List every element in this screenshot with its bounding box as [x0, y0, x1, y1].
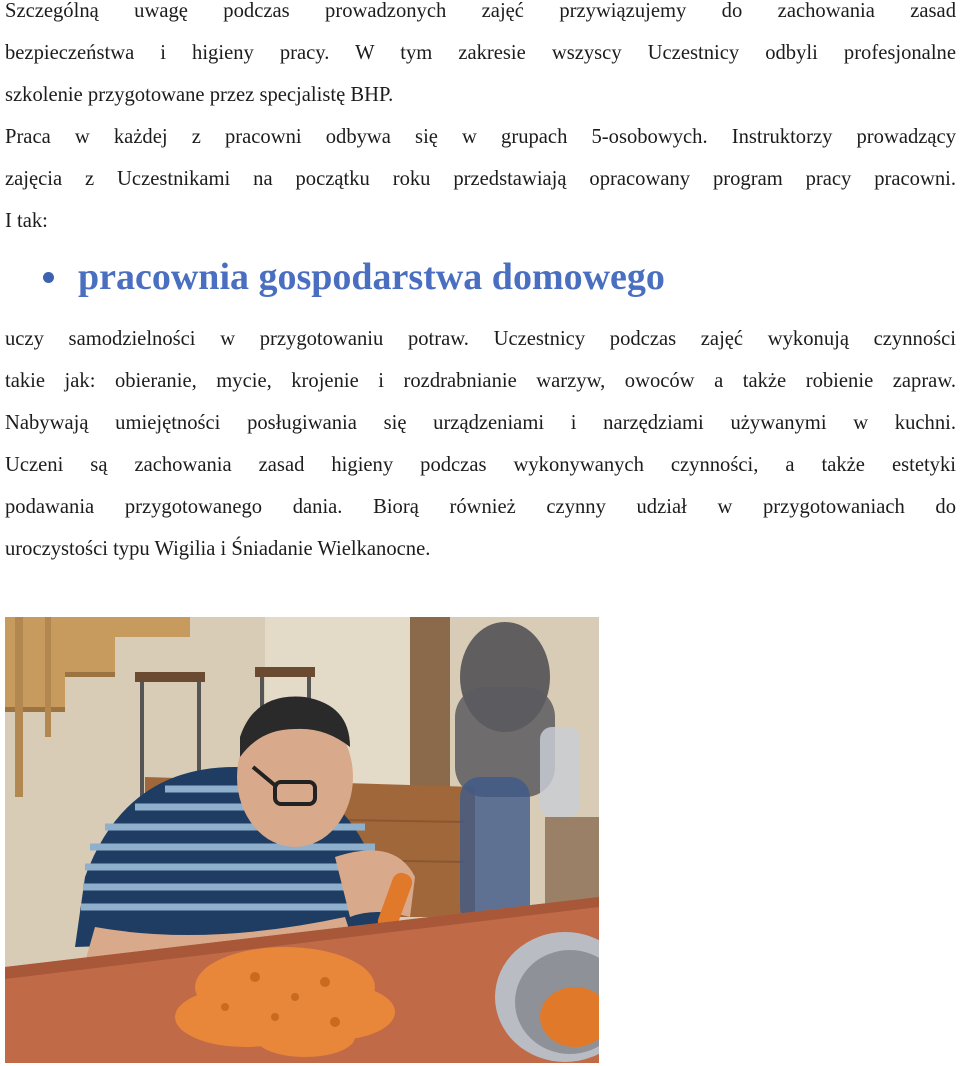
- paragraph-line: Praca w każdej z pracowni odbywa się w grupach 5-osobowych. Instruktorzy prowadzący: [5, 126, 956, 148]
- bullet-dot-icon: [43, 272, 54, 283]
- paragraph-line: I tak:: [5, 210, 48, 232]
- paragraph-line: podawania przygotowanego dania. Biorą również czynny udział w przygotowaniach do: [5, 496, 956, 518]
- paragraph-line: Nabywają umiejętności posługiwania się urządzeniami i narzędziami używanymi w kuchni.: [5, 412, 956, 434]
- paragraph-groups: [5, 116, 956, 242]
- paragraph-line: takie jak: obieranie, mycie, krojenie i rozdrabnianie warzyw, owoców a także robienie zapraw.: [5, 370, 956, 392]
- paragraph-line: uczy samodzielności w przygotowaniu potraw. Uczestnicy podczas zajęć wykonują czynności: [5, 328, 956, 350]
- paragraph-line: Uczeni są zachowania zasad higieny podczas wykonywanych czynności, a także estetyki: [5, 454, 956, 476]
- paragraph-safety: [5, 0, 956, 116]
- paragraph-line: szkolenie przygotowane przez specjalistę BHP.: [5, 84, 394, 106]
- paragraph-line: zajęcia z Uczestnikami na początku roku przedstawiają opracowany program pracy pracowni.: [5, 168, 956, 190]
- paragraph-line: bezpieczeństwa i higieny pracy. W tym zakresie wszyscy Uczestnicy odbyli profesjonalne: [5, 42, 956, 64]
- paragraph-line: Szczególną uwagę podczas prowadzonych zajęć przywiązujemy do zachowania zasad: [5, 0, 956, 22]
- paragraph-line: uroczystości typu Wigilia i Śniadanie Wielkanocne.: [5, 538, 431, 560]
- section-heading: pracownia gospodarstwa domowego: [78, 256, 665, 298]
- bullet-item: [0, 253, 960, 301]
- paragraph-household: [5, 318, 956, 570]
- kitchen-workshop-photo: [5, 617, 599, 1063]
